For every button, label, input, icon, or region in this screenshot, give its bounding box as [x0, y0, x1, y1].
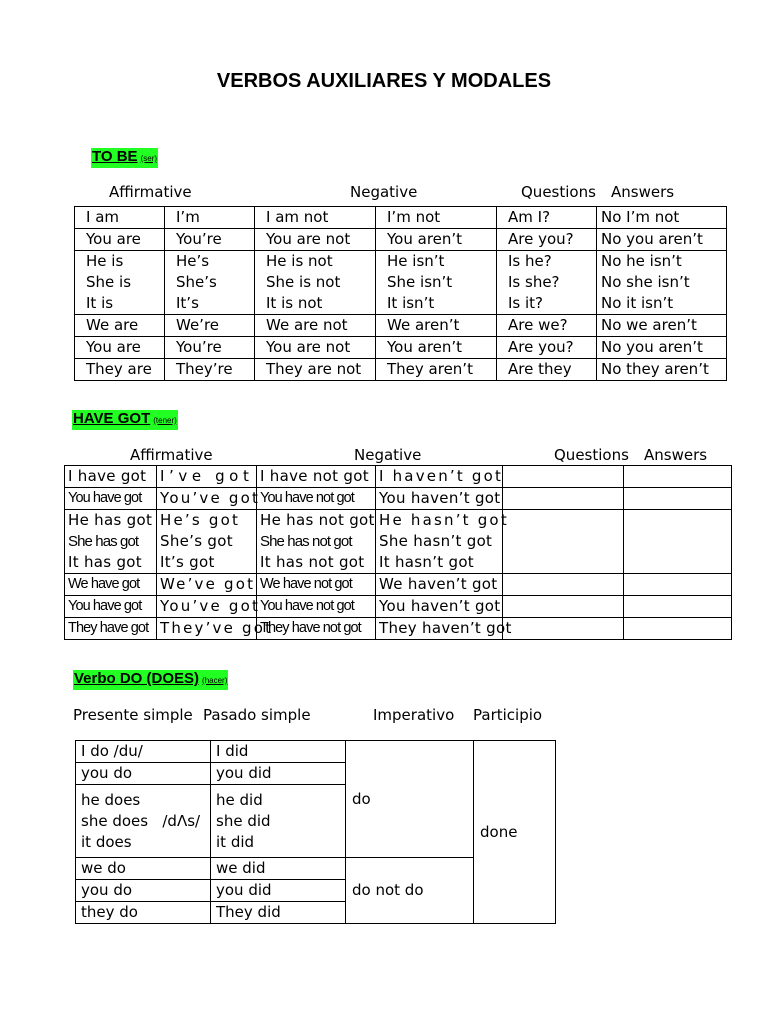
- affirmative-short-cell: I’ve got: [157, 466, 257, 488]
- cell-line: It is: [86, 294, 114, 312]
- section-sublabel: (tener): [153, 416, 177, 425]
- present-cell: we do: [76, 858, 211, 880]
- negative-short-cell: [376, 510, 509, 574]
- cell-line: It has not got: [260, 553, 365, 571]
- affirmative-cell: [75, 251, 165, 315]
- to-be-table: [74, 206, 727, 381]
- affirmative-cell: We have got: [65, 574, 157, 596]
- answer-cell: [624, 596, 732, 618]
- cell-line: He has not got: [260, 511, 375, 529]
- section-label-text: Verbo DO (DOES): [74, 670, 200, 687]
- negative-short-cell: You aren’t: [376, 337, 497, 359]
- past-cell: you did: [211, 880, 346, 902]
- negative-short-cell: You haven’t got: [376, 596, 503, 618]
- affirmative-cell: They have got: [65, 618, 157, 640]
- header-negative: Negative: [350, 183, 418, 201]
- answer-cell: No you aren’t: [597, 337, 727, 359]
- cell-line: It’s: [176, 294, 199, 312]
- affirmative-cell: You are: [75, 337, 165, 359]
- present-line: she does /dΛs/: [81, 812, 201, 830]
- past-line: it did: [216, 833, 255, 851]
- affirmative-short-cell: You’re: [165, 229, 255, 251]
- do-table: [75, 740, 556, 924]
- answer-cell: [597, 251, 727, 315]
- header-affirmative: Affirmative: [130, 446, 213, 464]
- negative-cell: I am not: [255, 207, 376, 229]
- past-cell: we did: [211, 858, 346, 880]
- negative-cell: You have not got: [257, 488, 376, 510]
- header-negative: Negative: [354, 446, 422, 464]
- table-row: [65, 618, 732, 640]
- affirmative-cell: You have got: [65, 596, 157, 618]
- answer-cell: No we aren’t: [597, 315, 727, 337]
- cell-line: It is not: [266, 294, 323, 312]
- table-row: [65, 488, 732, 510]
- affirmative-short-cell: We’re: [165, 315, 255, 337]
- affirmative-short-cell: I’m: [165, 207, 255, 229]
- negative-cell: They are not: [255, 359, 376, 381]
- past-cell: I did: [211, 741, 346, 763]
- affirmative-short-cell: They’ve got: [157, 618, 257, 640]
- question-cell: Are they: [497, 359, 597, 381]
- question-cell: [503, 618, 624, 640]
- answer-cell: [624, 488, 732, 510]
- negative-short-cell: I’m not: [376, 207, 497, 229]
- past-cell: [211, 785, 346, 858]
- imperative-cell: do not do: [346, 858, 474, 924]
- imperative-cell: do: [346, 741, 474, 858]
- table-row: [65, 466, 732, 488]
- past-cell: They did: [211, 902, 346, 924]
- page-title: VERBOS AUXILIARES Y MODALES: [216, 70, 552, 92]
- question-cell: [503, 466, 624, 488]
- negative-cell: [257, 510, 376, 574]
- section-label-have-got: [72, 410, 178, 430]
- header-pasado-simple: Pasado simple: [203, 706, 311, 724]
- question-cell: [503, 510, 624, 574]
- answer-cell: No they aren’t: [597, 359, 727, 381]
- section-label-to-be: [91, 148, 158, 168]
- affirmative-short-cell: You’re: [165, 337, 255, 359]
- present-cell: they do: [76, 902, 211, 924]
- cell-line: It hasn’t got: [379, 553, 474, 571]
- cell-line: No she isn’t: [601, 273, 690, 291]
- answer-cell: No you aren’t: [597, 229, 727, 251]
- header-imperativo: Imperativo: [373, 706, 455, 724]
- present-cell: you do: [76, 880, 211, 902]
- table-row: [75, 207, 727, 229]
- cell-line: Is he?: [508, 252, 552, 270]
- question-cell: [503, 488, 624, 510]
- cell-line: He isn’t: [387, 252, 445, 270]
- section-label-text: TO BE: [92, 148, 138, 165]
- header-answers: Answers: [611, 183, 675, 201]
- section-sublabel: (ser): [140, 154, 158, 163]
- past-line: she did: [216, 812, 271, 830]
- participle-cell: done: [474, 741, 556, 924]
- negative-short-cell: I haven’t got: [376, 466, 503, 488]
- negative-short-cell: They haven’t got: [376, 618, 503, 640]
- present-cell: you do: [76, 763, 211, 785]
- header-presente-simple: Presente simple: [73, 706, 193, 724]
- cell-line: She is not: [266, 273, 341, 291]
- header-answers: Answers: [644, 446, 708, 464]
- affirmative-short-cell: You’ve got: [157, 488, 257, 510]
- answer-cell: [624, 618, 732, 640]
- answer-cell: [624, 574, 732, 596]
- cell-line: No he isn’t: [601, 252, 682, 270]
- cell-line: She is: [86, 273, 132, 291]
- section-sublabel: (hacer): [202, 676, 228, 685]
- negative-cell: They have not got: [257, 618, 376, 640]
- cell-line: Is it?: [508, 294, 544, 312]
- affirmative-cell: You are: [75, 229, 165, 251]
- cell-line: She has got: [68, 533, 139, 550]
- cell-line: She has not got: [260, 533, 352, 550]
- past-cell: you did: [211, 763, 346, 785]
- cell-line: She isn’t: [387, 273, 453, 291]
- affirmative-short-cell: [165, 251, 255, 315]
- present-line: he does: [81, 791, 141, 809]
- cell-line: It has got: [68, 553, 142, 571]
- table-row: [75, 315, 727, 337]
- cell-line: It isn’t: [387, 294, 435, 312]
- question-cell: [503, 596, 624, 618]
- negative-cell: You are not: [255, 337, 376, 359]
- cell-line: He has got: [68, 511, 153, 529]
- header-questions: Questions: [554, 446, 629, 464]
- cell-line: No it isn’t: [601, 294, 674, 312]
- table-row: [75, 251, 727, 315]
- cell-line: She hasn’t got: [379, 532, 493, 550]
- negative-short-cell: We haven’t got: [376, 574, 503, 596]
- table-row: [75, 359, 727, 381]
- question-cell: Are you?: [497, 229, 597, 251]
- section-label-text: HAVE GOT: [73, 410, 151, 427]
- present-cell: I do /du/: [76, 741, 211, 763]
- negative-cell: You are not: [255, 229, 376, 251]
- table-row: [75, 229, 727, 251]
- answer-cell: No I’m not: [597, 207, 727, 229]
- cell-line: Is she?: [508, 273, 560, 291]
- negative-cell: [255, 251, 376, 315]
- cell-line: He’s got: [160, 511, 241, 529]
- table-row: [65, 510, 732, 574]
- have-got-table: [64, 465, 732, 640]
- affirmative-short-cell: We’ve got: [157, 574, 257, 596]
- answer-cell: [624, 466, 732, 488]
- table-row: [65, 574, 732, 596]
- cell-line: He is not: [266, 252, 333, 270]
- question-cell: Am I?: [497, 207, 597, 229]
- negative-cell: We have not got: [257, 574, 376, 596]
- affirmative-cell: We are: [75, 315, 165, 337]
- affirmative-cell: I have got: [65, 466, 157, 488]
- table-row: [65, 596, 732, 618]
- cell-line: It’s got: [160, 553, 215, 571]
- negative-cell: We are not: [255, 315, 376, 337]
- question-cell: [497, 251, 597, 315]
- question-cell: [503, 574, 624, 596]
- header-affirmative: Affirmative: [109, 183, 192, 201]
- affirmative-cell: [65, 510, 157, 574]
- present-line: it does: [81, 833, 132, 851]
- header-participio: Participio: [473, 706, 543, 724]
- negative-short-cell: They aren’t: [376, 359, 497, 381]
- affirmative-cell: They are: [75, 359, 165, 381]
- present-cell: [76, 785, 211, 858]
- affirmative-short-cell: [157, 510, 257, 574]
- negative-short-cell: [376, 251, 497, 315]
- affirmative-cell: I am: [75, 207, 165, 229]
- past-line: he did: [216, 791, 263, 809]
- negative-short-cell: You aren’t: [376, 229, 497, 251]
- affirmative-short-cell: You’ve got: [157, 596, 257, 618]
- section-label-do: [73, 670, 228, 690]
- table-row: [75, 337, 727, 359]
- negative-cell: I have not got: [257, 466, 376, 488]
- cell-line: He’s: [176, 252, 210, 270]
- affirmative-short-cell: They’re: [165, 359, 255, 381]
- cell-line: He hasn’t got: [379, 511, 509, 529]
- cell-line: He is: [86, 252, 124, 270]
- affirmative-cell: You have got: [65, 488, 157, 510]
- negative-cell: You have not got: [257, 596, 376, 618]
- question-cell: Are you?: [497, 337, 597, 359]
- cell-line: She’s got: [160, 532, 233, 550]
- header-questions: Questions: [521, 183, 596, 201]
- cell-line: She’s: [176, 273, 217, 291]
- answer-cell: [624, 510, 732, 574]
- question-cell: Are we?: [497, 315, 597, 337]
- negative-short-cell: You haven’t got: [376, 488, 503, 510]
- negative-short-cell: We aren’t: [376, 315, 497, 337]
